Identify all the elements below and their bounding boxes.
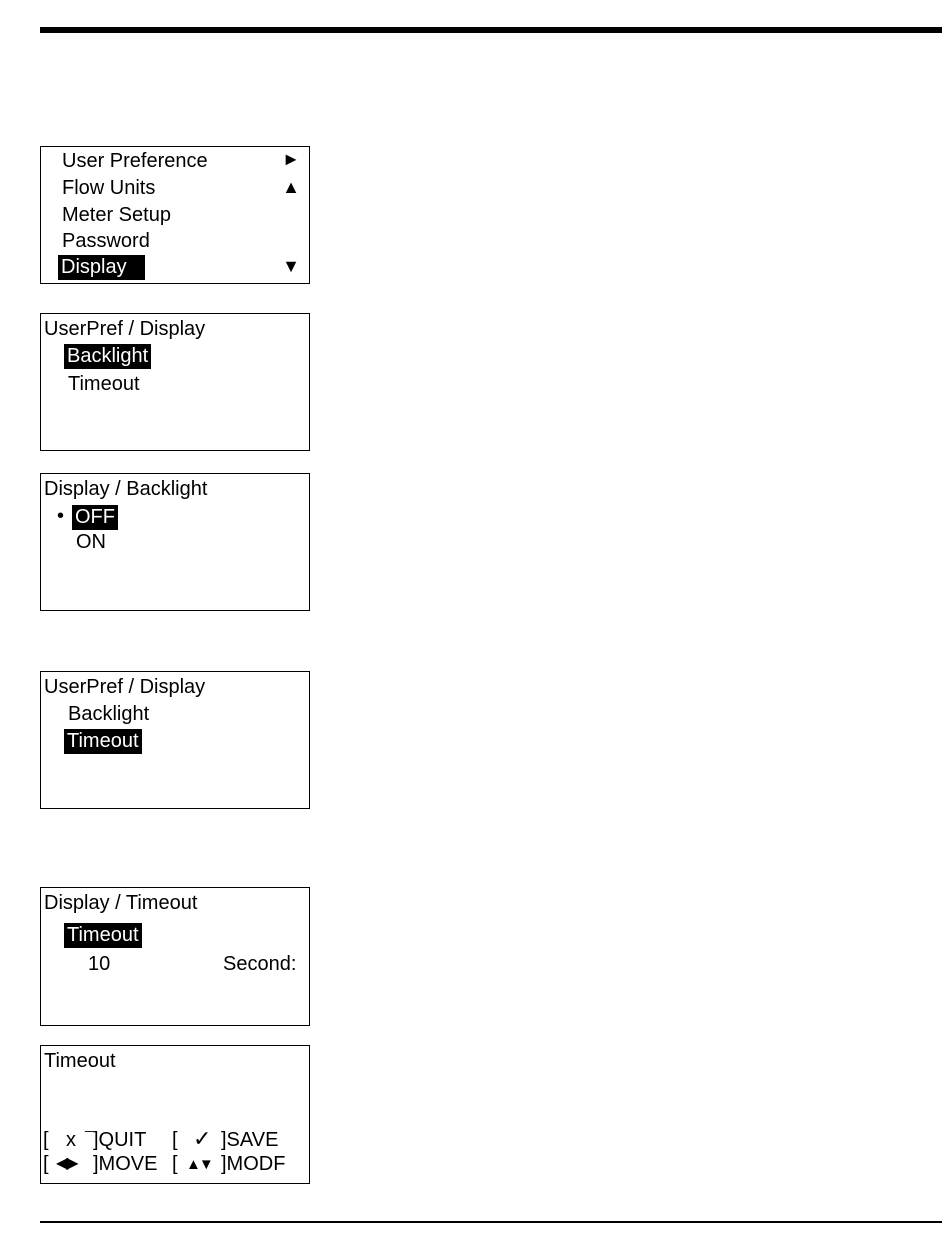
arrow-up-icon: ▲ — [282, 177, 300, 197]
screen-title: UserPref / Display — [44, 318, 206, 340]
save-check-icon: ✓ — [193, 1126, 212, 1151]
timeout-value[interactable]: 10 — [88, 953, 111, 975]
arrow-right-icon: ► — [282, 149, 300, 169]
move-label[interactable]: ]MOVE — [93, 1153, 158, 1175]
selected-bullet-icon: • — [57, 505, 65, 527]
top-rule — [40, 27, 942, 33]
screen-title: UserPref / Display — [44, 676, 206, 698]
arrow-down-icon: ▼ — [282, 256, 300, 276]
timeout-screen — [40, 887, 310, 1026]
menu-item-timeout[interactable]: Timeout — [68, 373, 140, 395]
screen-title: Display / Timeout — [44, 892, 198, 914]
save-label[interactable]: ]SAVE — [221, 1129, 279, 1151]
menu-screen-main — [40, 146, 310, 284]
menu-item-backlight-selected[interactable]: Backlight — [64, 346, 151, 366]
menu-item-display-selected[interactable]: Display — [58, 257, 145, 277]
backlight-screen — [40, 473, 310, 611]
option-on[interactable]: ON — [76, 531, 106, 553]
menu-item-meter-setup[interactable]: Meter Setup — [62, 204, 171, 226]
menu-item-backlight[interactable]: Backlight — [68, 703, 150, 725]
bottom-rule — [40, 1221, 942, 1223]
cursor-mark: _ — [85, 1116, 93, 1132]
move-bracket: [ — [43, 1153, 49, 1175]
timeout-field-label: Timeout — [64, 925, 142, 945]
quit-label[interactable]: ]QUIT — [93, 1129, 147, 1151]
screen-title: Timeout — [44, 1050, 116, 1072]
menu-item-password[interactable]: Password — [62, 230, 150, 252]
screen-title: Display / Backlight — [44, 478, 208, 500]
modf-label[interactable]: ]MODF — [221, 1153, 286, 1175]
menu-item-timeout-selected[interactable]: Timeout — [64, 731, 142, 751]
modf-bracket: [ — [172, 1153, 178, 1175]
quit-bracket: [ — [43, 1129, 49, 1151]
display-menu-screen-timeout — [40, 671, 310, 809]
timeout-unit: Second: — [223, 953, 297, 975]
timeout-edit-screen — [40, 1045, 310, 1184]
modf-arrows-icon: ▲▼ — [186, 1156, 212, 1173]
menu-item-user-preference[interactable]: User Preference — [62, 150, 208, 172]
display-menu-screen-backlight — [40, 313, 310, 451]
menu-item-flow-units[interactable]: Flow Units — [62, 177, 156, 199]
option-off-selected[interactable]: OFF — [72, 507, 118, 527]
quit-x-icon: x — [66, 1129, 76, 1151]
save-bracket: [ — [172, 1129, 178, 1151]
move-arrows-icon: ◀▶ — [56, 1155, 77, 1172]
